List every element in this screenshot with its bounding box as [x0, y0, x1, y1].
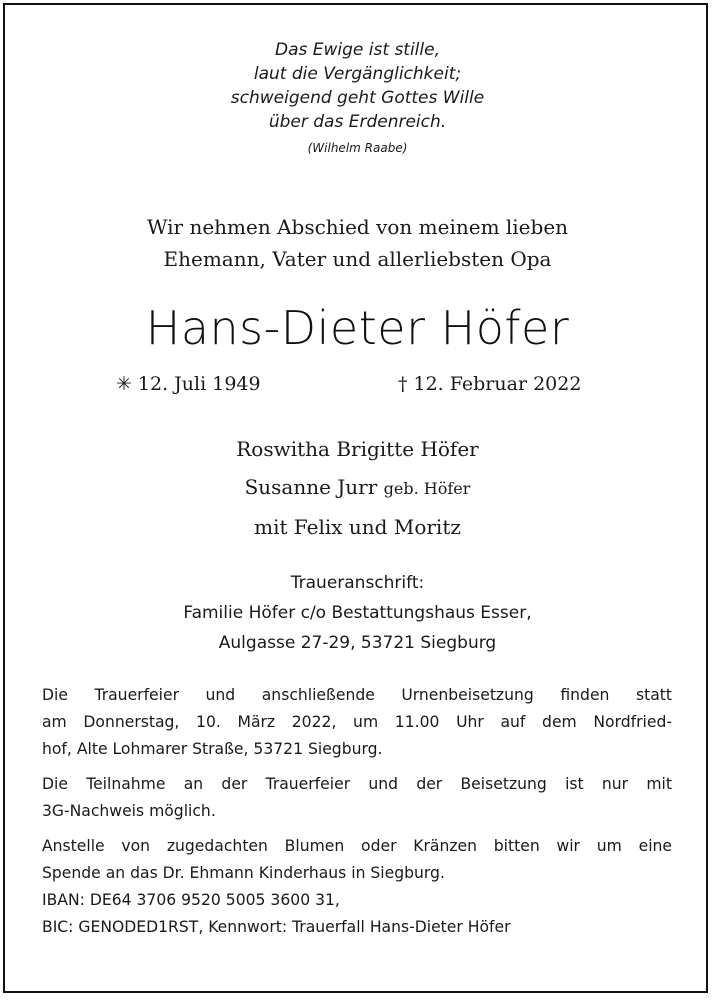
text-line: Die Trauerfeier und anschließende Urnenbeisetzung finden statt: [42, 686, 672, 704]
text-line: Anstelle von zugedachten Blumen oder Kränzen bitten wir um eine: [42, 837, 672, 855]
intro-line: Wir nehmen Abschied von meinem lieben: [146, 215, 569, 239]
poem-line: Das Ewige ist stille,: [275, 40, 440, 60]
maiden-name-note: geb. Höfer: [383, 479, 471, 498]
attendance-paragraph: [42, 771, 672, 825]
address-label: Traueranschrift:: [290, 573, 425, 593]
poem-author: (Wilhelm Raabe): [307, 141, 408, 155]
poem-line: laut die Vergänglichkeit;: [253, 64, 462, 84]
life-dates: [0, 368, 715, 400]
poem-line: über das Erdenreich.: [268, 112, 447, 132]
birth-star-icon: ✳: [116, 373, 132, 395]
iban-line: IBAN: DE64 3706 9520 5005 3600 31,: [42, 891, 340, 909]
text-line: hof, Alte Lohmarer Straße, 53721 Siegburg.: [42, 740, 383, 758]
poem-line: schweigend geht Gottes Wille: [230, 88, 485, 108]
text-line: am Donnerstag, 10. März 2022, um 11.00 Uhr auf dem Nordfried-: [42, 713, 672, 731]
donation-paragraph: [42, 833, 672, 941]
intro-line: Ehemann, Vater und allerliebsten Opa: [163, 247, 552, 271]
address-line: Aulgasse 27-29, 53721 Siegburg: [218, 633, 497, 653]
bic-line: BIC: GENODED1RST, Kennwort: Trauerfall Hans-Dieter Höfer: [42, 918, 511, 936]
mourners: [0, 430, 715, 546]
notice-details: [42, 682, 672, 949]
text-line: Spende an das Dr. Ehmann Kinderhaus in Siegburg.: [42, 864, 445, 882]
text-line: 3G-Nachweis möglich.: [42, 802, 216, 820]
address-line: Familie Höfer c/o Bestattungshaus Esser,: [183, 603, 532, 623]
death-cross-icon: †: [398, 373, 408, 395]
ceremony-paragraph: [42, 682, 672, 763]
poem: [0, 38, 715, 158]
birth-date-group: [116, 368, 261, 400]
birth-date: 12. Juli 1949: [137, 373, 261, 395]
death-date: 12. Februar 2022: [413, 373, 582, 395]
mourner-wife: Roswitha Brigitte Höfer: [236, 437, 479, 461]
deceased-name: Hans-Dieter Höfer: [145, 301, 570, 355]
mourner-daughter-name: Susanne Jurr: [244, 475, 378, 499]
farewell-intro: [0, 211, 715, 275]
mourning-address: [0, 568, 715, 658]
mourner-daughter: [0, 468, 715, 508]
death-date-group: [398, 368, 581, 400]
mourner-grandchildren: mit Felix und Moritz: [254, 515, 461, 539]
text-line: Die Teilnahme an der Trauerfeier und der Beisetzung ist nur mit: [42, 775, 672, 793]
